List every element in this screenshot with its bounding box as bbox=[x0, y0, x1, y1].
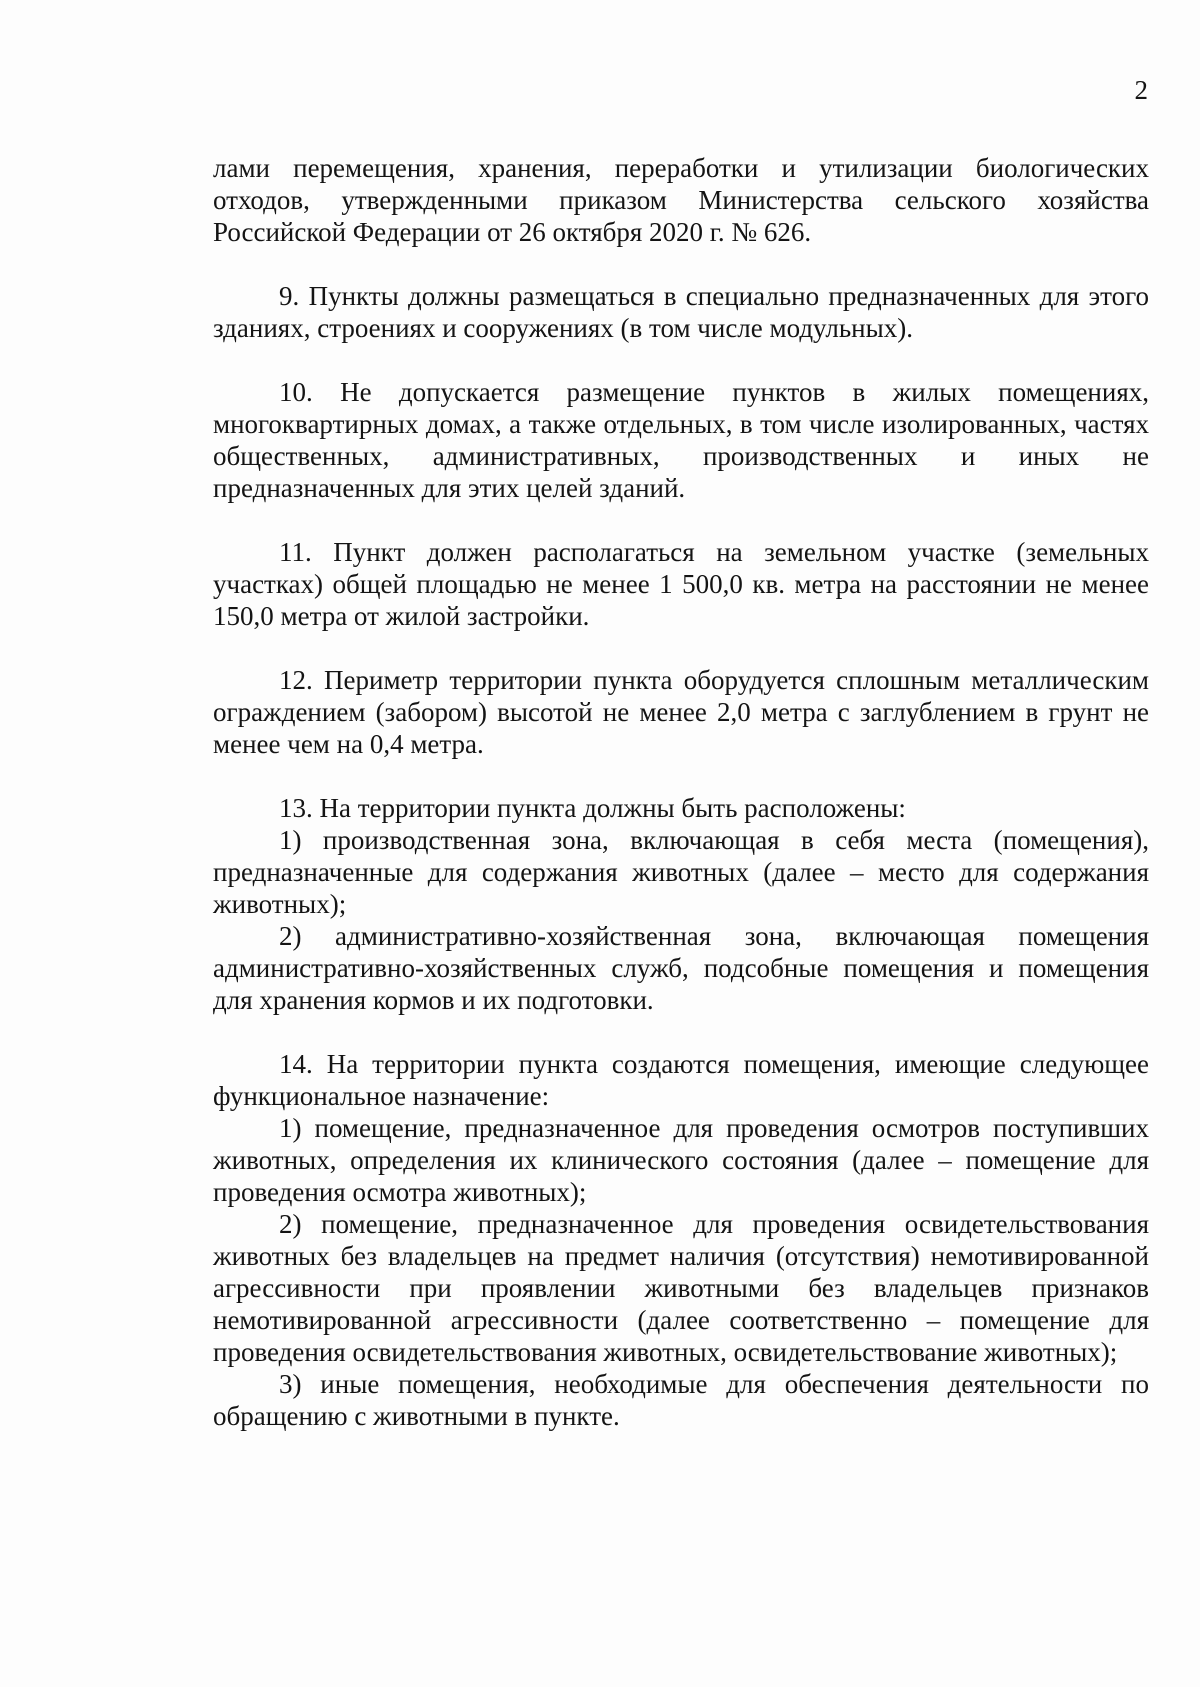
document-body bbox=[213, 152, 1149, 1432]
clause-11: 11. Пункт должен располагаться на земельном участке (земельных участках) общей площадью не менее 1 500,0 кв. метра на расстоянии не менее 150,0 метра от жилой застройки. bbox=[213, 537, 1149, 631]
continued-paragraph: лами перемещения, хранения, переработки и утилизации биологических отходов, утвержденными приказом Министерства сельского хозяйства Российской Федерации от 26 октября 2020 г. № 626. bbox=[213, 153, 1149, 247]
clause-13: 13. На территории пункта должны быть расположены: bbox=[279, 793, 906, 823]
page-number: 2 bbox=[1134, 75, 1148, 105]
clause-9: 9. Пункты должны размещаться в специально предназначенных для этого зданиях, строениях и сооружениях (в том числе модульных). bbox=[213, 281, 1149, 343]
clause-10: 10. Не допускается размещение пунктов в жилых помещениях, многоквартирных домах, а также отдельных, в том числе изолированных, частях общественных, административных, производственных и иных не предназначенных для этих целей зданий. bbox=[213, 377, 1149, 503]
clause-13-item-2: 2) административно-хозяйственная зона, включающая помещения административно-хозяйственных служб, подсобные помещения и помещения для хранения кормов и их подготовки. bbox=[213, 921, 1149, 1015]
clause-14: 14. На территории пункта создаются помещения, имеющие следующее функциональное назначение: bbox=[213, 1049, 1149, 1111]
clause-14-item-2: 2) помещение, предназначенное для проведения освидетельствования животных без владельцев на предмет наличия (отсутствия) немотивированной агрессивности при проявлении животными без владельцев признаков немотивированной агрессивности (далее соответственно – помещение для проведения освидетельствования животных, освидетельствование животных); bbox=[213, 1209, 1149, 1367]
clause-14-item-3: 3) иные помещения, необходимые для обеспечения деятельности по обращению с животными в пункте. bbox=[213, 1369, 1149, 1431]
clause-12: 12. Периметр территории пункта оборудуется сплошным металлическим ограждением (забором) высотой не менее 2,0 метра с заглублением в грунт не менее чем на 0,4 метра. bbox=[213, 665, 1149, 759]
clause-13-item-1: 1) производственная зона, включающая в себя места (помещения), предназначенные для содержания животных (далее – место для содержания животных); bbox=[213, 825, 1149, 919]
clause-14-item-1: 1) помещение, предназначенное для проведения осмотров поступивших животных, определения их клинического состояния (далее – помещение для проведения осмотра животных); bbox=[213, 1113, 1149, 1207]
